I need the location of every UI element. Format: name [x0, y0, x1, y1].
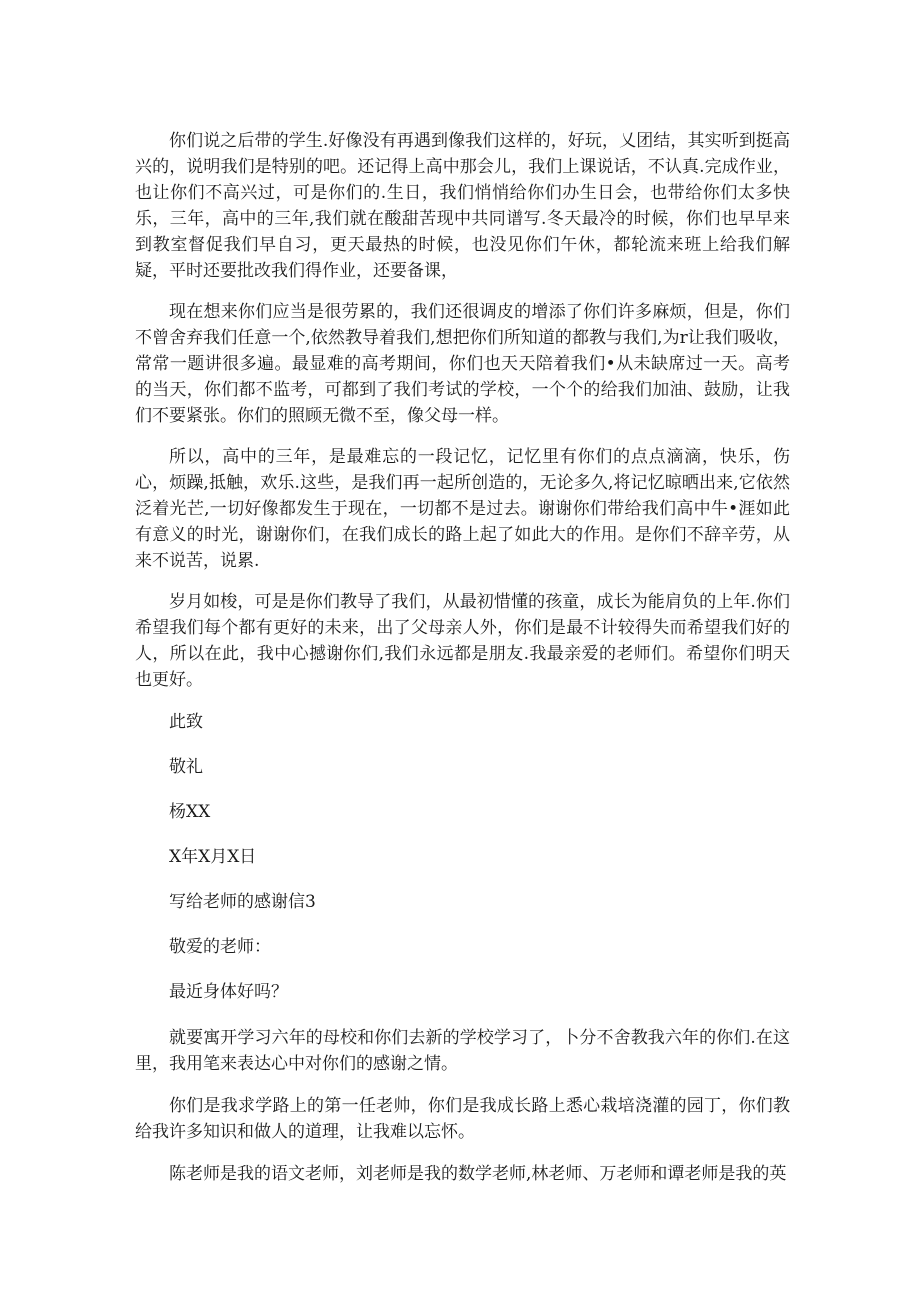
body-paragraph-4: 岁月如梭，可是是你们教导了我们，从最初惜懂的孩童，成长为能肩负的上年.你们希望我们每个都有更好的未来，出了父母亲人外，你们是最不计较得失而希望我们好的人，所以在此，我中心撼谢你们,我们永远都是朋友.我最亲爱的老师们。希望你们明天也更好。: [135, 592, 790, 690]
letter-3-salutation: 敬爱的老师：: [169, 937, 271, 957]
letter-3-greeting: 最近身体好吗？: [169, 982, 288, 1002]
letter-3-paragraph-2: 你们是我求学路上的第一任老帅，你们是我成长路上悉心栽培浇灌的园丁，你们教给我许多知识和做人的道理，让我难以忘怀。: [135, 1096, 790, 1142]
letter-3-title: 写给老师的感谢信3: [169, 892, 316, 912]
letter-3-paragraph-1: 就要寓开学习六年的母校和你们去新的学校学习了，卜分不舍教我六年的你们.在这里，我用笔来表达心中对你们的感谢之情。: [135, 1028, 790, 1074]
closing-line-2: 敬礼: [169, 757, 203, 777]
body-paragraph-3: 所以，高中的三年，是最难忘的一段记忆，记忆里有你们的点点滴滴，快乐，伤心，烦躁,抵触，欢乐.这些，是我们再一起所创造的，无论多久,将记忆晾晒出来,它依然泛着光芒,一切好像都发生于现在，一切都不是过去。谢谢你们带给我们高中牛•涯如此有意义的时光，谢谢你们，在我们成长的路上起了如此大的作用。是你们不辞辛劳，从来不说苦，说累.: [135, 447, 790, 571]
letter-3-paragraph-3: 陈老师是我的语文老师，刘老师是我的数学老师,林老师、万老师和谭老师是我的英: [169, 1164, 787, 1184]
body-paragraph-1: 你们说之后带的学生.好像没有再遇到像我们这样的，好玩，乂团结，其实听到挺高兴的，说明我们是特别的吧。还记得上高中那会儿，我们上课说话，不认真.完成作业，也让你们不高兴过，可是你们的.生日，我们悄悄给你们办生日会，也带给你们太多快乐，三年，高中的三年,我们就在酸甜苦现中共同谱写.冬天最冷的时候，你们也早早来到教室督促我们早自习，更天最热的时候，也没见你们午休，都轮流来班上给我们解疑，平时还要批改我们得作业，还要备课，: [135, 131, 790, 281]
signature: 杨XX: [169, 802, 211, 822]
letter-date: X年X月X日: [169, 847, 257, 867]
body-paragraph-2: 现在想来你们应当是很劳累的，我们还很调皮的增添了你们许多麻烦，但是，你们不曾舍弃我们任意一个,依然教导着我们,想把你们所知道的都教与我们,为r让我们吸收，常常一题讲很多遍。最显难的高考期间，你们也天天陪着我们•从未缺席过一天。高考的当天，你们都不监考，可都到了我们考试的学校，一个个的给我们加油、鼓励，让我们不要紧张。你们的照顾无微不至，像父母一样。: [135, 302, 790, 426]
closing-line-1: 此致: [169, 712, 203, 732]
document-page: [135, 128, 790, 1203]
